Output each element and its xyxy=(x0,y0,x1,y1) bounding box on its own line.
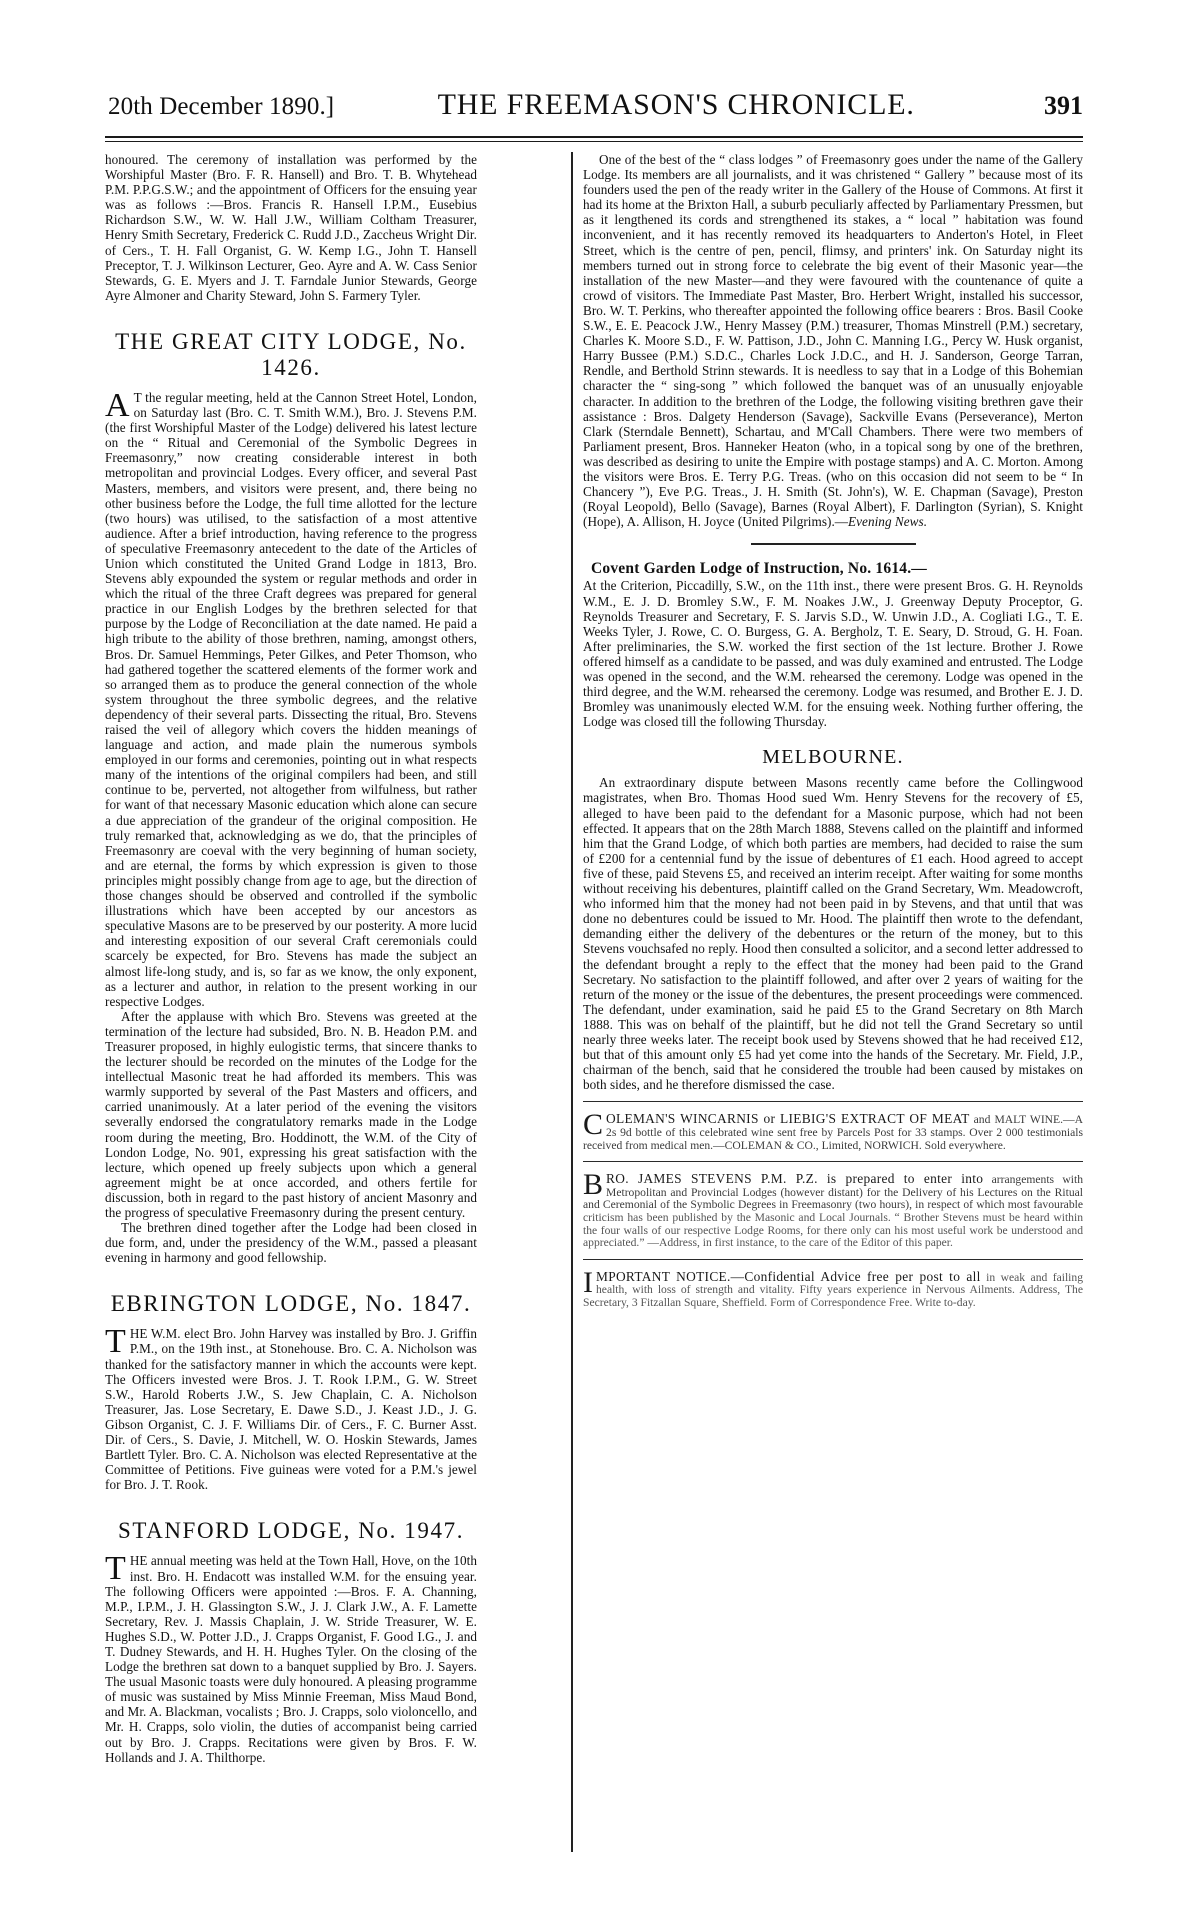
gallery-lodge-body: One of the best of the “ class lodges ” of Freemasonry goes under the name of the Gallery Lodge. Its members are all journalists, and it was christened “ Gallery ” because most of its founders used the pen of the ready writer in the Gallery of the House of Commons. At first it had its home at the Brixton Hall, a suburb peculiarly affected by Parliamentary Pressmen, but as it lengthened its cords and strengthened its stakes, a “ local ” habitation was found inconvenient, and it has recently removed its headquarters to Anderton's Hotel, in Fleet Street, which is the centre of pen, pencil, flimsy, and printers' ink. On Saturday night its members turned out in strong force to celebrate the big event of their Masonic year—the installation of the new Master—and they were favoured with the countenance of quite a crowd of visitors. The Immediate Past Master, Bro. Herbert Wright, installed his successor, Bro. W. T. Perkins, who thereafter appointed the following office bearers : Bros. Basil Cooke S.W., E. E. Peacock J.W., Henry Massey (P.M.) treasurer, Thomas Minstrell (P.M.) secretary, Charles K. Moore S.D., F. W. Pattison, J.D., John C. Manning I.G., Percy W. Husk organist, Harry Bussee (P.M.) S.D.C., Charles Lock J.D.C., and H. J. Sanderson, George Tarran, Rendle, and Berthold Strinn stewards. It is needless to say that in a Lodge of this Bohemian character the “ sing-song ” which followed the banquet was of an unusually enjoyable character. In addition to the brethren of the Lodge, the following visiting brethren gave their assistance : Bros. Dalgety Henderson (Savage), Sackville Evans (Perseverance), Merton Clark (Sterndale Bennett), Schartau, and M'Call Chambers. There were two members of Parliament present, Bros. Hanneker Heaton (who, in a topical song by one of the brethren, was described as desiring to unite the Empire with postage stamps) and A. C. Morton. Among the visitors were Bros. E. Terry P.G. Treas. (who on this occasion did not seem to be “ In Chancery ”), Eve P.G. Treas., J. H. Smith (St. John's), W. E. Chapman (Savage), Preston (Royal Leopold), Bello (Savage), Barnes (Royal Albert), F. Darlington (Syrian), S. Knight (Hope), A. Allison, H. Joyce (United Pilgrims).— xyxy=(583,152,1083,530)
ad-dropcap-b: B xyxy=(583,1168,604,1202)
great-city-paragraph-1 xyxy=(105,386,477,1009)
gallery-lodge-source: Evening News. xyxy=(848,514,928,530)
ad-divider-3 xyxy=(583,1259,1083,1260)
ad3-line3: experience in Nervous Ailments. Address, The Secretary, 3 Fitzallan Square, xyxy=(583,1283,1083,1309)
great-city-paragraph-3: The brethren dined together after the Lodge had been closed in due form, and, under the presidency of the W.M., passed a pleasant evening in harmony and good fellowship. xyxy=(105,1220,477,1266)
ad1-line3: Parcels Post for 33 stamps. Over 2 000 testimonials received from medical xyxy=(583,1125,1083,1152)
column-area xyxy=(105,152,1083,1852)
ebrington-paragraph xyxy=(105,1323,477,1493)
melbourne-heading: MELBOURNE. xyxy=(762,746,904,769)
left-column xyxy=(105,152,477,1765)
ad3-line4: Sheffield. Form of Correspondence Free. Write to-day. xyxy=(721,1295,976,1309)
dropcap-t-stanford: T xyxy=(105,1550,126,1588)
melbourne-body: An extraordinary dispute between Masons recently came before the Collingwood magistrates, when Bro. Thomas Hood sued Wm. Henry Stevens for the recovery of £5, alleged to have been paid to the defendant for a Masonic purpose, which had not been effected. It appears that on the 28th March 1888, Stevens called on the plaintiff and informed him that the Grand Lodge, of which both parties are members, had decided to raise the sum of £200 for a centennial fund by the issue of debentures of £1 each. Hood agreed to accept five of these, paid Stevens £5, and received an interim receipt. After waiting for some months without receiving his debentures, plaintiff called on the Grand Secretary, Wm. Meadowcroft, who informed him that the money had not been paid in by Stevens, and that until that was done no debentures could be issued to Mr. Hood. The plaintiff then wrote to the defendant, demanding either the delivery of the debentures or the return of the money, but to this Stevens vouchsafed no reply. Hood then consulted a solicitor, and a second letter addressed to the defendant brought a reply to the effect that the money had been paid to the Grand Secretary. No satisfaction to the plaintiff followed, and after over 2 years of waiting for the return of the money or the issue of the debentures, the present proceedings were commenced. The defendant, under examination, said he paid £5 to the Grand Secretary on 8th March 1888. This was on behalf of the plaintiff, but he did not tell the Grand Secretary so until nearly three weeks later. The receipt book used by Stevens showed that he had received £12, but that of this amount only £5 had yet come into the hands of the Secretary. Mr. Field, J.P., chairman of the bench, said that he considered the trouble had been caused by mistakes on both sides, and he therefore dismissed the case. xyxy=(583,775,1083,1093)
ad-divider-1 xyxy=(583,1101,1083,1102)
stanford-body: HE annual meeting was held at the Town Hall, Hove, on the 10th inst. Bro. H. Endacott was installed W.M. for the ensuing year. The following Officers were appointed :—Bros. F. A. Channing, M.P., I.P.M., J. H. Glassington S.W., J. J. Clark J.W., A. F. Lamette Secretary, Rev. J. Massis Chaplain, J. W. Stride Treasurer, W. E. Hughes S.D., W. Potter J.D., J. Crapps Organist, F. Good I.G., J. and T. Dudney Stewards, and H. H. Hughes Tyler. On the closing of the Lodge the brethren sat down to a banquet supplied by Bro. J. Sayers. The usual Masonic toasts were duly honoured. A pleasing programme of music was sustained by Miss Minnie Freeman, Miss Maud Bond, and Mr. A. Blackman, vocalists ; Bro. J. Crapps, solo violoncello, and Mr. H. Crapps, solo violin, the duties of accompanist being carried out by Bro. J. Crapps. Recitations were given by Bros. F. W. Hollands and J. A. Thilthorpe. xyxy=(105,1553,477,1765)
stanford-lodge-heading: STANFORD LODGE, No. 1947. xyxy=(117,1518,465,1544)
covent-garden-heading: Covent Garden Lodge of Instruction, No. 1614.— xyxy=(591,560,927,578)
publication-title: THE FREEMASON'S CHRONICLE. xyxy=(437,88,915,121)
ad2-line4: Degrees in Freemasonry (two hours), in respect of which most favourable xyxy=(737,1198,1083,1212)
issue-date: 20th December 1890.] xyxy=(108,93,335,120)
masthead xyxy=(108,88,1083,130)
continuation-paragraph: honoured. The ceremony of installation was performed by the Worshipful Master (Bro. F. R. Hansell) and Bro. T. B. Whytehead P.M. P.P.G.S.W.; and the appointment of Officers for the ensuing year was as follows :—Bros. Francis R. Hansell I.P.M., Eusebius Richardson S.W., W. W. Hall J.W., William Coltham Treasurer, Henry Smith Secretary, Frederick C. Rudd J.D., Zaccheus Wright Dir. of Cers., T. H. Fall Organist, G. W. Kemp I.G., John T. Hansell Preceptor, T. J. Wilkinson Lecturer, Geo. Ayre and A. W. Cass Senior Stewards, G. E. Myers and J. T. Farndale Junior Stewards, George Ayre Almoner and Charity Steward, John S. Farmery Tyler. xyxy=(105,152,477,303)
important-notice-ad xyxy=(583,1265,1084,1310)
ad2-line5: criticism has been published by the Masonic and Local Journals. “ Brother xyxy=(583,1210,939,1224)
masthead-rule-thin xyxy=(105,141,1083,142)
great-city-lodge-heading: THE GREAT CITY LODGE, No. 1426. xyxy=(115,328,467,380)
ad2-line3: for the Delivery of his Lectures on the Ritual and Ceremonial of the Symbolic xyxy=(583,1185,1083,1212)
dropcap-a: A xyxy=(105,386,130,424)
ebrington-lodge-heading: EBRINGTON LODGE, No. 1847. xyxy=(110,1291,472,1317)
page-number: 391 xyxy=(1044,91,1083,120)
great-city-body-1: T the regular meeting, held at the Cannon Street Hotel, London, on Saturday last (Bro. C. T. Smith W.M.), Bro. J. Stevens P.M. (the first Worshipful Master of the Lodge) delivered his latest lecture on the “ Ritual and Ceremonial of the Symbolic Degrees in Freemasonry,” now creating considerable interest in both metropolitan and provincial Lodges. Every officer, and several Past Masters, members, and visitors were present, and, there being no other business before the Lodge, the full time allotted for the lecture (two hours) was utilised, to the satisfaction of a most attentive audience. After a brief introduction, having reference to the progress of speculative Freemasonry antecedent to the date of the Articles of Union which constituted the United Grand Lodge in 1813, Bro. Stevens ably expounded the system or regular methods and order in which the ritual of the three Craft degrees was prepared for general practice in our English Lodges by the brethren selected for that purpose by the Lodge of Reconciliation at the date named. He paid a high tribute to the ability of those brethren, naming, amongst others, Bros. Dr. Samuel Hemmings, Peter Gilkes, and Peter Thomson, who had gathered together the scattered elements of the former work and so arranged them as to produce the general connection of the whole system throughout the three symbolic degrees, and the relative dependency of their several parts. Dissecting the ritual, Bro. Stevens raised the veil of allegory which covers the hidden meanings of language and action, and made plain the numerous symbols employed in our forms and ceremonies, pointing out in what respects many of the intentions of the original compilers had been, and still continue to be, perverted, not altogether from wilfulness, but rather for want of that necessary Masonic education which alone can secure a due appreciation of the grandeur of the original composition. He truly remarked that, acknowledging as we do, that the principles of Freemasonry are coeval with the very beginning of human society, and are eternal, the forms by which expression is given to those principles might possibly change from age to age, but the direction of those changes should be observed and controlled if the symbolic illustrations which have been accepted by our ancestors as speculative Masons are to be preserved by our posterity. A more lucid and interesting exposition of our several Craft ceremonials could scarcely be expected, for Bro. Stevens has made the subject an almost life-long study, and is, so far as we know, the only exponent, as a lecturer and author, in relation to the present working in our respective Lodges. xyxy=(105,389,477,1009)
ad1-line1: OLEMAN'S WINCARNIS or LIEBIG'S EXTRACT OF MEAT xyxy=(606,1111,970,1127)
ad-divider-2 xyxy=(583,1161,1083,1162)
ad1-line2: and MALT WINE.—A 2s 9d bottle of this celebrated wine sent free by xyxy=(606,1113,1083,1139)
ad2-line7: for there only can his most useful work be understood and appreciated.” xyxy=(583,1223,1083,1250)
column-divider xyxy=(571,152,573,1852)
covent-garden-body: At the Criterion, Piccadilly, S.W., on the 11th inst., there were present Bros. G. H. Reynolds W.M., E. J. D. Bromley S.W., F. M. Noakes J.W., J. Greenway Deputy Proceptor, G. Reynolds Treasurer and Secretary, F. S. Jarvis S.D., W. Unwin J.D., A. Cogliati I.G., T. E. Weeks Tyler, J. Rowe, C. O. Burgess, G. A. Bergholz, T. E. Seary, D. Stroud, G. H. Foan. After preliminaries, the S.W. worked the first section of the 1st lecture. Brother J. Rowe offered himself as a candidate to be passed, and was duly examined and entrusted. The Lodge was opened in the second, and the W.M. rehearsed the ceremony. Lodge was opened in the third degree, and the W.M. rehearsed the ceremony. Lodge was resumed, and Brother E. J. D. Bromley was unanimously elected W.M. for the ensuing week. Nothing further offering, the Lodge was closed till the following Thursday. xyxy=(583,578,1083,730)
coleman-wincarnis-ad xyxy=(583,1108,1083,1152)
section-rule-1 xyxy=(751,543,916,545)
right-column xyxy=(583,152,1083,1313)
james-stevens-lectures-ad xyxy=(583,1168,1083,1250)
ad2-line6: Stevens must be heard within the four walls of our respective Lodge Rooms, xyxy=(583,1210,1083,1237)
gallery-lodge-paragraph xyxy=(583,152,1083,529)
great-city-paragraph-2: After the applause with which Bro. Stevens was greeted at the termination of the lecture had subsided, Bro. N. B. Headon P.M. and Treasurer proposed, in highly eulogistic terms, that sincere thanks to the lecturer should be recorded on the minutes of the Lodge for the intellectual Masonic treat he had afforded its members. This was warmly supported by several of the Past Masters and officers, and carried unanimously. At a later period of the evening the visitors severally endorsed the congratulatory remarks made in the Lodge room during the meeting, Bro. Hoddinott, the W.M. of the City of London Lodge, No. 901, expressing his great satisfaction with the lecture, which opened up freely subjects upon which a general agreement might be at once accorded, and others fertile for discussion, both in regard to the past history of ancient Masonry and the progress of speculative Freemasonry during the present century. xyxy=(105,1008,477,1220)
masthead-rule xyxy=(105,136,1083,138)
ad3-line1: MPORTANT NOTICE.—Confidential Advice free per post to all xyxy=(596,1268,981,1284)
ad-dropcap-c: C xyxy=(583,1108,604,1142)
ebrington-body: HE W.M. elect Bro. John Harvey was installed by Bro. J. Griffin P.M., on the 19th inst., at Stonehouse. Bro. C. A. Nicholson was thanked for the satisfactory manner in which the accounts were kept. The Officers invested were Bros. J. T. Rook I.P.M., G. W. Street S.W., Harold Roberts J.W., S. Jew Chaplain, C. A. Nicholson Treasurer, Jas. Lose Secretary, E. Dawe S.D., J. Keast J.D., J. G. Gibson Organist, C. J. F. Williams Dir. of Cers., F. C. Burner Asst. Dir. of Cers., S. Davie, J. Mitchell, W. O. Hoskin Stewards, James Bartlett Tyler. Bro. C. A. Nicholson was elected Representative at the Committee of Petitions. Five guineas were voted for a P.M.'s jewel for Bro. J. T. Rook. xyxy=(105,1326,477,1493)
ad2-line8: —Address, in first instance, to the care of the Editor of this paper. xyxy=(647,1236,953,1250)
stanford-paragraph xyxy=(105,1550,477,1765)
ad3-line2: in weak and failing health, with loss of strength and vitality. Fifty years xyxy=(596,1270,1084,1297)
ad-dropcap-i: I xyxy=(583,1265,593,1299)
ad2-line2: arrangements with Metropolitan and Provincial Lodges (however distant) xyxy=(606,1173,1083,1199)
ad1-line4: men.—COLEMAN & CO., Limited, NORWICH. Sold everywhere. xyxy=(690,1138,1006,1152)
dropcap-t-ebrington: T xyxy=(105,1323,126,1361)
ad2-line1: RO. JAMES STEVENS P.M. P.Z. is prepared to enter into xyxy=(606,1171,984,1187)
